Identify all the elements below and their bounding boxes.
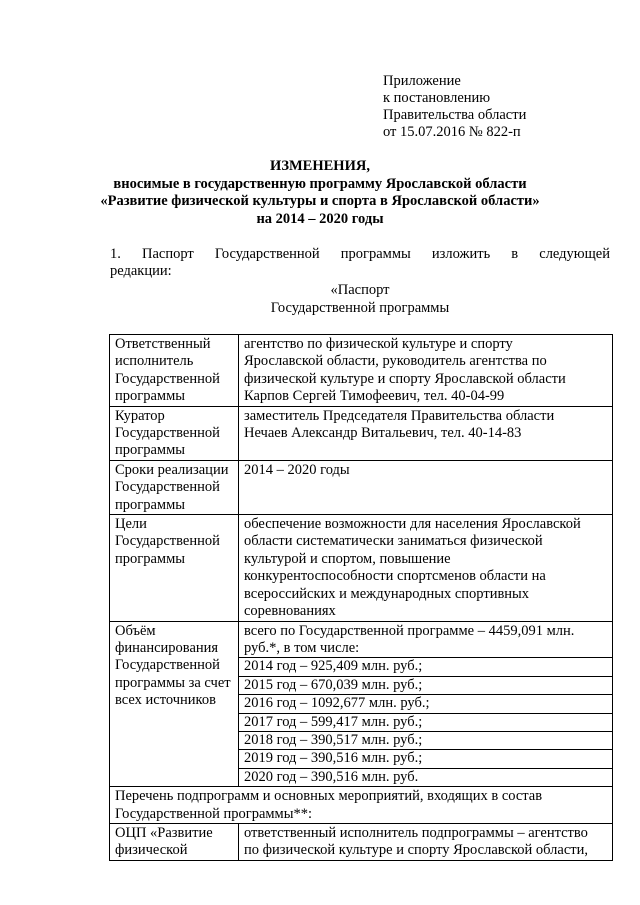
table-row <box>110 335 613 407</box>
funding-year-line: 2017 год – 599,417 млн. руб.; <box>239 713 612 731</box>
table-cell-label <box>110 335 239 407</box>
cell-line: Ответственный <box>115 336 211 352</box>
cell-line: соревнованиях <box>244 603 336 620</box>
cell-line: Нечаев Александр Витальевич, тел. 40-14-83 <box>244 425 522 442</box>
passport-table <box>109 334 613 861</box>
table-row <box>110 460 613 514</box>
cell-line: культурой и спортом, повышение <box>244 550 451 567</box>
table-row <box>110 621 613 787</box>
cell-line: Государственной <box>115 370 220 387</box>
appendix-line: к постановлению <box>383 90 491 106</box>
cell-line: физической <box>115 842 188 859</box>
table-cell-value <box>239 406 613 460</box>
cell-line: Государственной <box>115 425 220 442</box>
cell-line: области систематически заниматься физической <box>244 533 543 550</box>
cell-line: Перечень подпрограмм и основных мероприятий, входящих в состав <box>115 788 543 805</box>
table-cell-label <box>110 621 239 787</box>
cell-line: Ярославской области, руководитель агентства по <box>244 353 547 370</box>
table-cell-value <box>239 335 613 407</box>
cell-line: Карпов Сергей Тимофеевич, тел. 40-04-99 <box>244 388 505 405</box>
funding-year-line: 2014 год – 925,409 млн. руб.; <box>239 657 612 675</box>
cell-line: конкурентоспособности спортсменов области на <box>244 568 546 585</box>
title-line: вносимые в государственную программу Ярославской области <box>113 175 527 192</box>
cell-line: ОЦП «Развитие <box>115 824 213 841</box>
cell-line: руб.*, в том числе: <box>244 639 360 656</box>
cell-line: всего по Государственной программе – 4459,091 млн. <box>244 622 575 639</box>
cell-line: финансирования <box>115 639 219 656</box>
cell-line: программы <box>115 442 185 459</box>
appendix-line: Приложение <box>383 73 461 89</box>
cell-line: Государственной программы**: <box>115 805 313 822</box>
cell-line: Государственной <box>115 479 220 496</box>
cell-line: Объём <box>115 622 156 639</box>
cell-line: программы <box>115 550 185 567</box>
appendix-line: от 15.07.2016 № 822-п <box>383 124 521 140</box>
funding-year-line: 2019 год – 390,516 млн. руб.; <box>239 749 612 767</box>
cell-line: ответственный исполнитель подпрограммы – агентство <box>244 824 588 841</box>
table-cell-label <box>110 515 239 621</box>
cell-line: по физической культуре и спорту Ярославской области, <box>244 842 588 859</box>
passport-heading <box>110 281 610 317</box>
title-line: ИЗМЕНЕНИЯ, <box>270 158 370 174</box>
cell-line: Куратор <box>115 407 165 424</box>
paragraph-line-1: 1. Паспорт Государственной программы изложить в следующей <box>110 246 610 262</box>
cell-line: Государственной <box>115 533 220 550</box>
cell-line: агентство по физической культуре и спорту <box>244 336 513 352</box>
table-row <box>110 787 613 824</box>
cell-line: физической культуре и спорту Ярославской области <box>244 370 566 387</box>
cell-line: всероссийских и международных спортивных <box>244 585 530 602</box>
passport-heading-line: Государственной программы <box>270 300 450 316</box>
table-row <box>110 406 613 460</box>
table-cell-label <box>110 406 239 460</box>
title-line: «Развитие физической культуры и спорта в Ярославской области» <box>100 193 540 209</box>
table-cell-value <box>239 460 613 514</box>
cell-line: заместитель Председателя Правительства области <box>244 407 555 424</box>
funding-year-line: 2015 год – 670,039 млн. руб.; <box>239 676 612 694</box>
cell-line: программы <box>115 496 185 513</box>
table-cell-label <box>110 823 239 860</box>
funding-year-line: 2016 год – 1092,677 млн. руб.; <box>239 694 612 712</box>
title-line: на 2014 – 2020 годы <box>256 210 384 227</box>
cell-line: программы за счет <box>115 674 231 691</box>
table-row <box>110 515 613 621</box>
cell-line: 2014 – 2020 годы <box>244 461 350 478</box>
appendix-line: Правительства области <box>383 107 527 123</box>
table-cell-value <box>239 515 613 621</box>
cell-line: исполнитель <box>115 353 194 370</box>
table-cell-value <box>239 823 613 860</box>
table-cell-span <box>110 787 613 824</box>
cell-line: всех источников <box>115 692 216 709</box>
cell-line: программы <box>115 388 185 405</box>
cell-line: обеспечение возможности для населения Ярославской <box>244 516 581 533</box>
funding-year-line: 2020 год – 390,516 млн. руб. <box>239 768 612 786</box>
document-title <box>60 158 580 228</box>
passport-heading-line: «Паспорт <box>330 282 390 298</box>
appendix-block <box>383 73 603 141</box>
cell-line: Сроки реализации <box>115 461 229 478</box>
table-cell-value <box>239 621 613 787</box>
table-row <box>110 823 613 860</box>
cell-line: Цели <box>115 516 147 533</box>
funding-year-line: 2018 год – 390,517 млн. руб.; <box>239 731 612 749</box>
paragraph-line-2: редакции: <box>110 263 172 279</box>
table-cell-label <box>110 460 239 514</box>
cell-line: Государственной <box>115 657 220 674</box>
